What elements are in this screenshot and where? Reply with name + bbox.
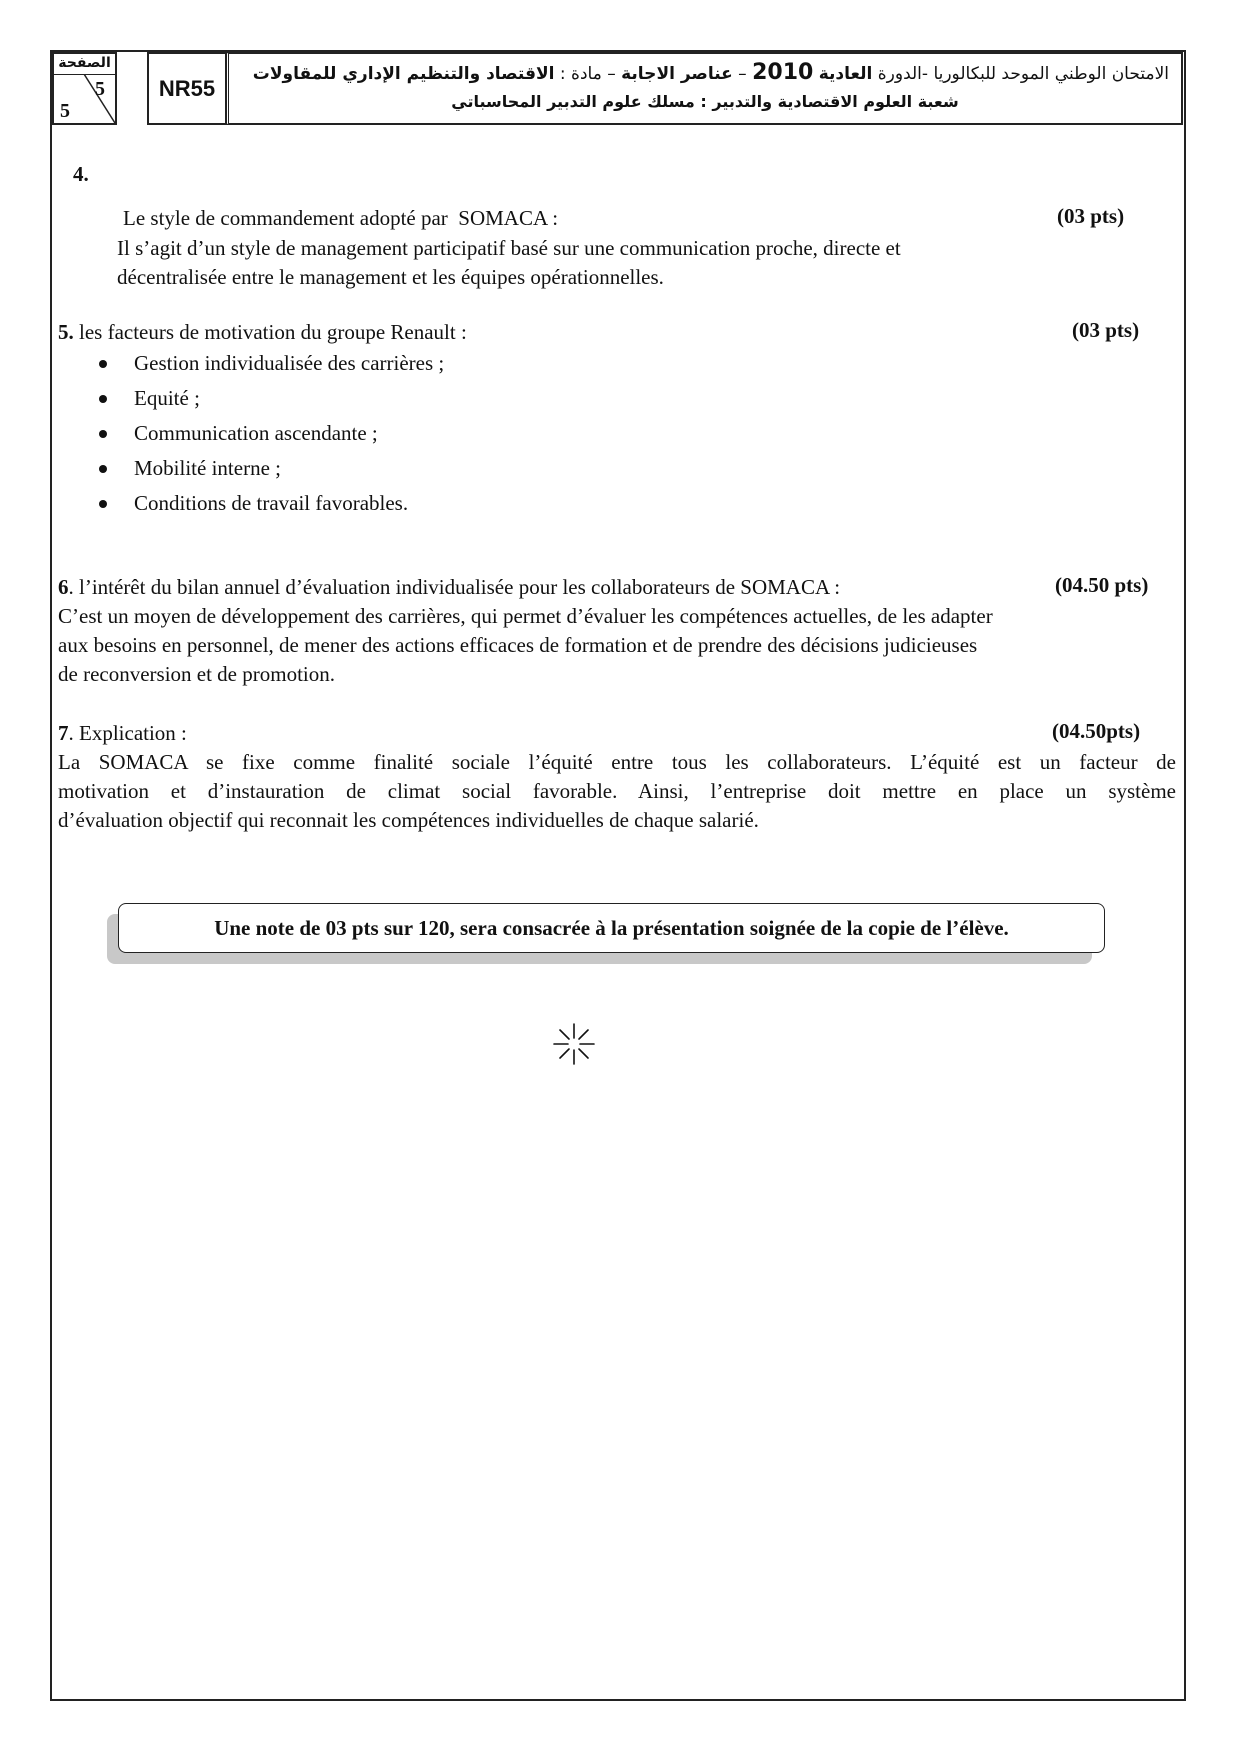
q6-answer-line1: C’est un moyen de développement des carrières, qui permet d’évaluer les compétences actuelles, de les adapter (58, 604, 993, 628)
q4-points: (03 pts) (1057, 204, 1125, 228)
list-item: Mobilité interne ; (95, 454, 444, 489)
motivation-factors-list (95, 349, 444, 524)
q6-heading: 6. l’intérêt du bilan annuel d’évaluation individualisée pour les collaborateurs de SOMACA : (58, 575, 841, 599)
list-item: Conditions de travail favorables. (95, 489, 444, 524)
q7-answer-line2: motivation et d’instauration de climat social favorable. Ainsi, l’entreprise doit mettre en place un système (58, 779, 1176, 803)
q6-answer-line3: de reconversion et de promotion. (58, 662, 335, 686)
q6-answer-line2: aux besoins en personnel, de mener des actions efficaces de formation et de prendre des décisions judicieuses (58, 633, 978, 657)
q5-points: (03 pts) (1072, 318, 1140, 342)
bullet-icon (99, 500, 107, 508)
q6-points: (04.50 pts) (1055, 573, 1149, 597)
q7-points: (04.50pts) (1052, 719, 1141, 743)
q4-question: Le style de commandement adopté par SOMACA : (123, 206, 559, 230)
bullet-icon (99, 360, 107, 368)
asterisk-ornament-icon (552, 1022, 596, 1066)
page-label: الصفحة (54, 54, 115, 75)
exam-title: الامتحان الوطني الموحد للبكالوريا -الدورة العادية 2010 – عناصر الاجابة – مادة : الاقتصاد والتنظيم الإداري للمقاولات (252, 60, 1169, 85)
q5-heading: 5. les facteurs de motivation du groupe Renault : (58, 320, 467, 344)
bullet-icon (99, 395, 107, 403)
page-current: 5 (95, 78, 105, 100)
exam-code: NR55 (147, 52, 227, 125)
bullet-icon (99, 465, 107, 473)
q7-answer-line1: La SOMACA se fixe comme finalité sociale l’équité entre tous les collaborateurs. L’équité est un facteur de (58, 750, 1176, 774)
list-item: Gestion individualisée des carrières ; (95, 349, 444, 384)
q4-answer-line1: Il s’agit d’un style de management participatif basé sur une communication proche, directe et (117, 236, 901, 260)
q7-answer-line3: d’évaluation objectif qui reconnait les compétences individuelles de chaque salarié. (58, 808, 759, 832)
bullet-icon (99, 430, 107, 438)
list-item: Communication ascendante ; (95, 419, 444, 454)
presentation-note: Une note de 03 pts sur 120, sera consacrée à la présentation soignée de la copie de l’élève. (118, 903, 1105, 953)
exam-subtitle: شعبة العلوم الاقتصادية والتدبير : مسلك علوم التدبير المحاسباتي (451, 92, 959, 111)
q7-heading: 7. Explication : (58, 721, 187, 745)
page-number-box (52, 52, 117, 125)
q4-number: 4. (73, 162, 89, 186)
page-frame (50, 50, 1186, 1701)
page-total: 5 (60, 100, 70, 122)
q4-answer-line2: décentralisée entre le management et les équipes opérationnelles. (117, 265, 664, 289)
list-item: Equité ; (95, 384, 444, 419)
exam-title-box (225, 52, 1183, 125)
